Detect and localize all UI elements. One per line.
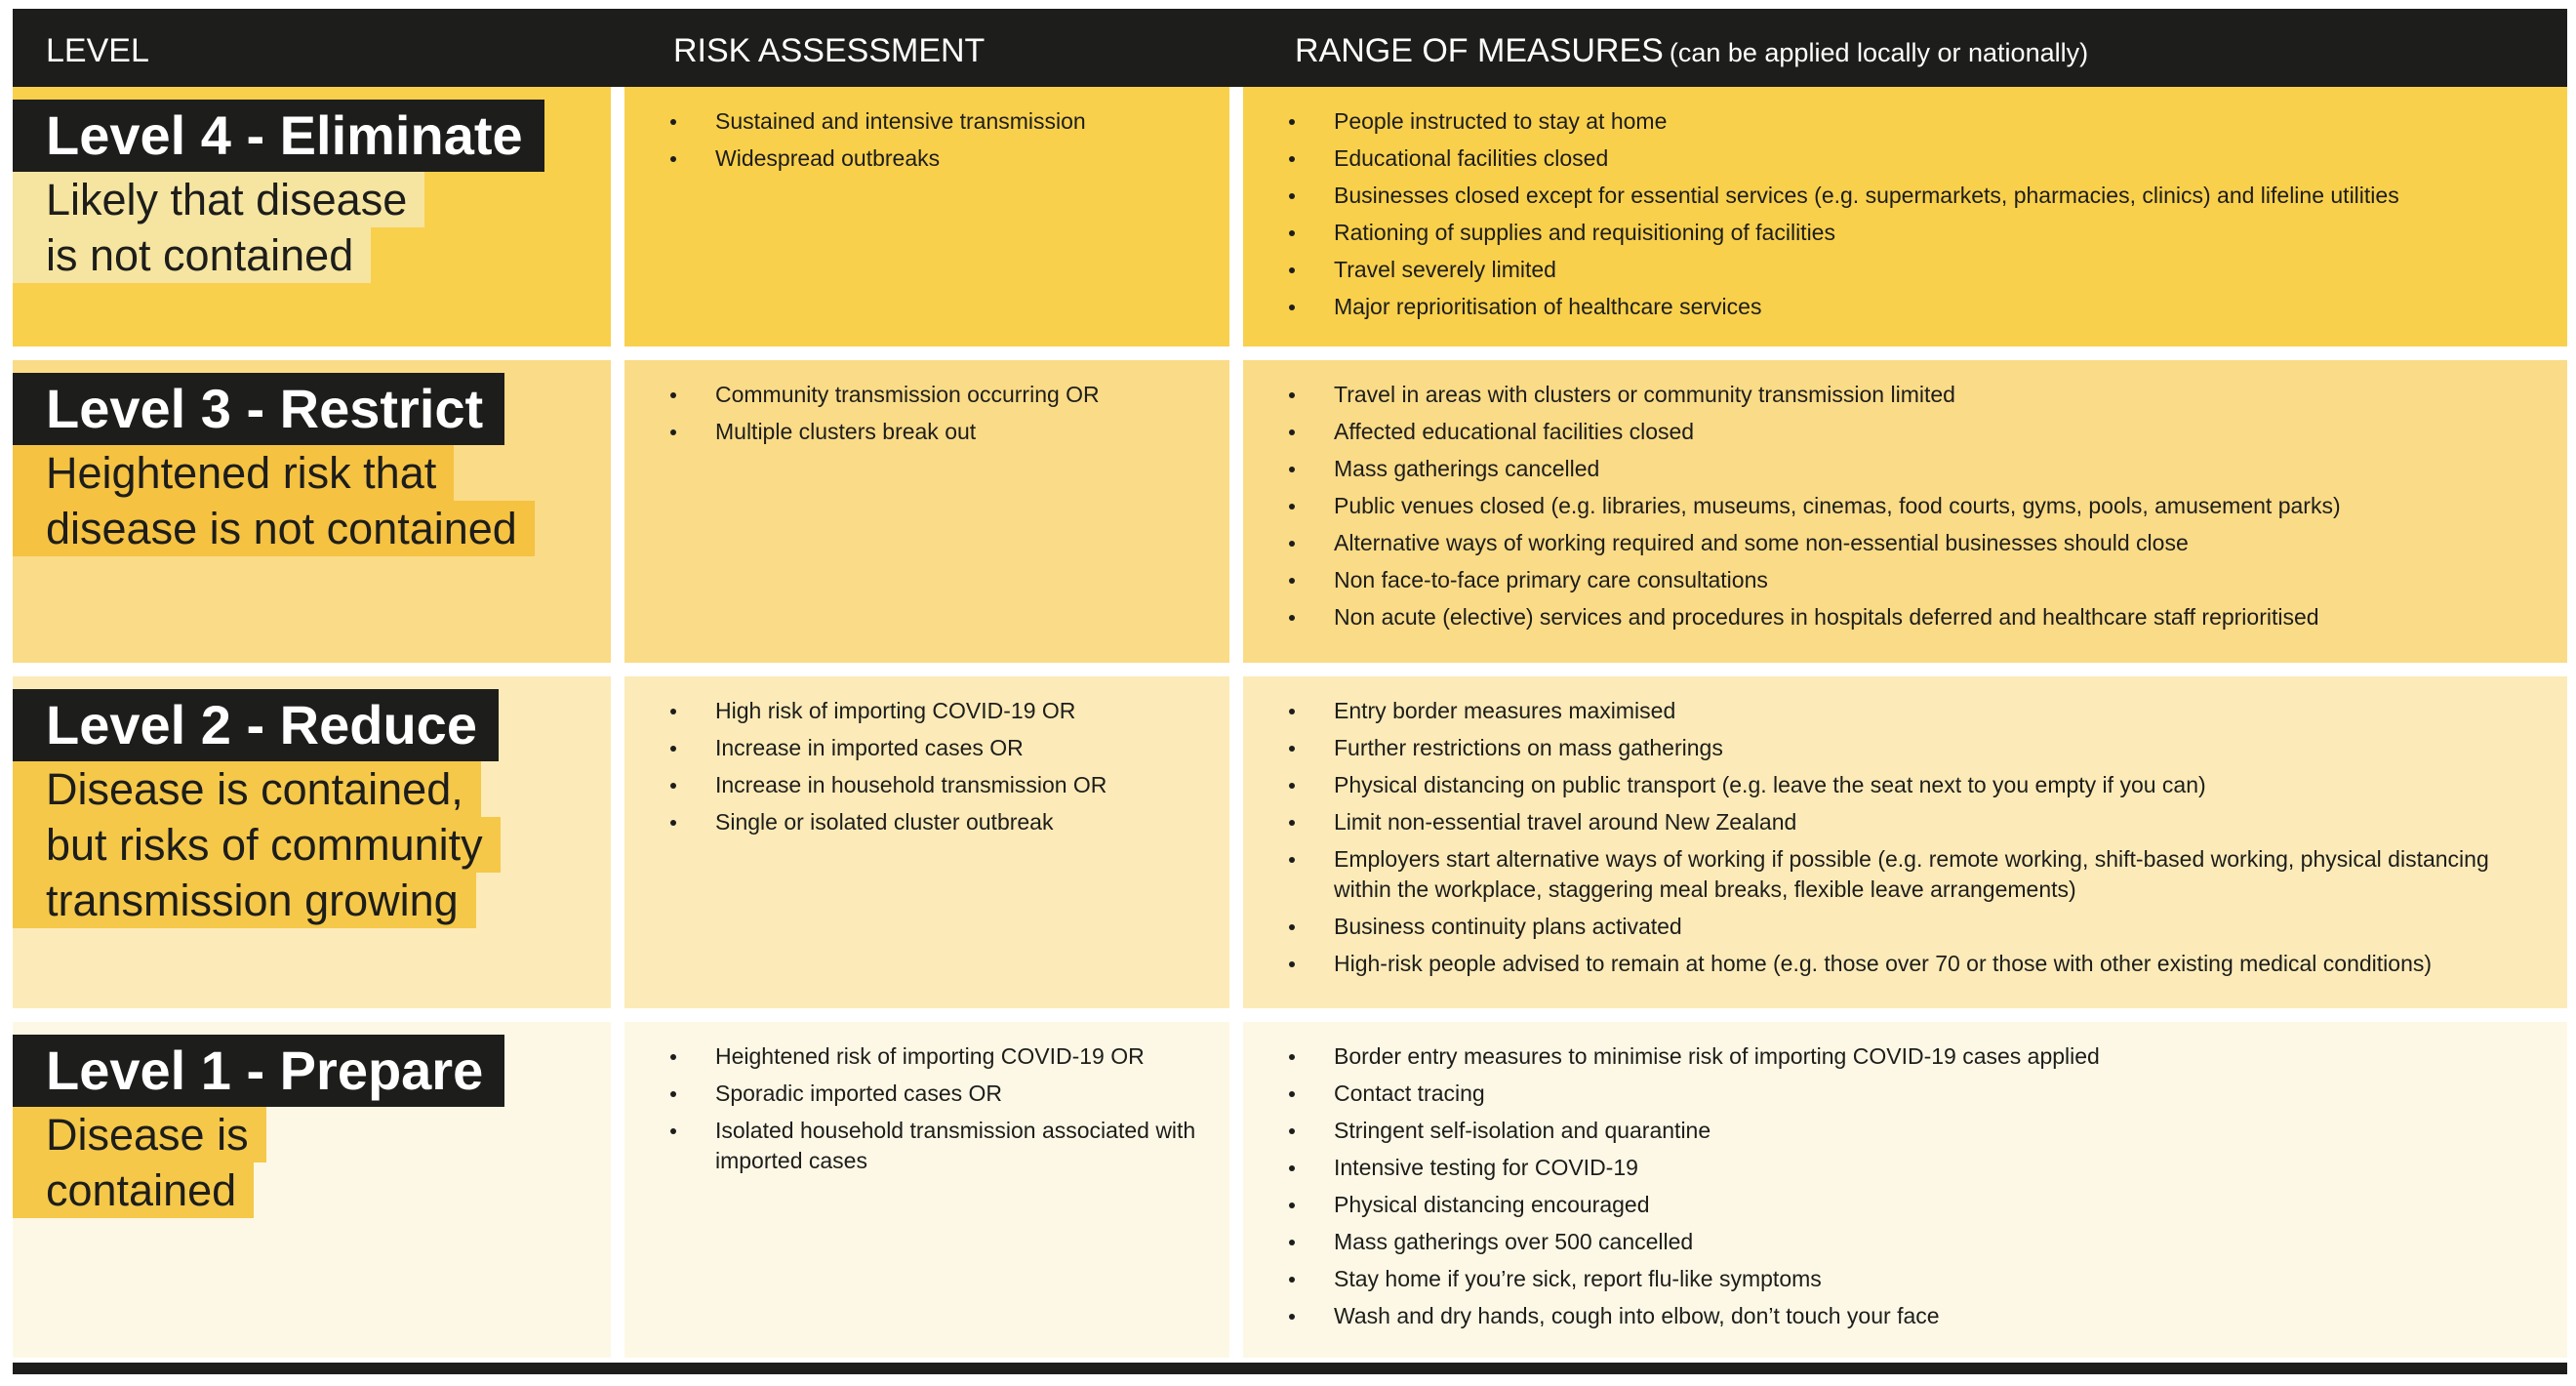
list-item: Travel in areas with clusters or community transmission limited [1289,380,2538,410]
level-3-cell [13,360,611,663]
list-item: Heightened risk of importing COVID-19 OR [670,1041,1210,1072]
list-item: Single or isolated cluster outbreak [670,807,1210,837]
list-item: Increase in household transmission OR [670,770,1210,800]
level-4-risk-list [670,106,1210,181]
list-item: Mass gatherings cancelled [1289,454,2538,484]
level-3-desc-line: Heightened risk that [13,445,454,501]
list-item: Border entry measures to minimise risk of importing COVID-19 cases applied [1289,1041,2538,1072]
header-measures-label: RANGE OF MEASURES [1295,32,1664,69]
level-2-cell [13,676,611,1008]
list-item: Educational facilities closed [1289,143,2538,174]
level-2-desc-line: Disease is contained, [13,761,481,817]
level-2-measures-cell [1243,676,2567,1008]
list-item: Businesses closed except for essential services (e.g. supermarkets, pharmacies, clinics) and lifeline utilities [1289,181,2538,211]
list-item: Multiple clusters break out [670,417,1210,447]
list-item: Business continuity plans activated [1289,912,2538,942]
level-3-risk-cell [624,360,1229,663]
list-item: Alternative ways of working required and some non-essential businesses should close [1289,528,2538,558]
level-2-description [13,761,501,928]
list-item: Non face-to-face primary care consultations [1289,565,2538,595]
list-item: Widespread outbreaks [670,143,1210,174]
bottom-divider [13,1363,2567,1374]
level-1-risk-cell [624,1022,1229,1358]
level-2-measures-list [1289,696,2538,986]
list-item: Isolated household transmission associated with imported cases [670,1116,1210,1176]
level-1-title: Level 1 - Prepare [13,1035,504,1107]
list-item: Affected educational facilities closed [1289,417,2538,447]
list-item: Further restrictions on mass gatherings [1289,733,2538,763]
level-1-description [13,1107,266,1218]
header-risk-assessment: RISK ASSESSMENT [673,32,986,69]
list-item: Non acute (elective) services and procedures in hospitals deferred and healthcare staff reprioritised [1289,602,2538,632]
level-4-desc-line: is not contained [13,227,371,283]
list-item: Wash and dry hands, cough into elbow, don’t touch your face [1289,1301,2538,1331]
list-item: Increase in imported cases OR [670,733,1210,763]
level-4-description [13,172,424,283]
level-2-title: Level 2 - Reduce [13,689,499,761]
list-item: Employers start alternative ways of working if possible (e.g. remote working, shift-based working, physical distancing within the workplace, staggering meal breaks, flexible leave arrangements) [1289,844,2538,905]
level-2-desc-line: transmission growing [13,873,476,928]
level-4-desc-line: Likely that disease [13,172,424,227]
level-1-desc-line: contained [13,1162,254,1218]
level-1-desc-line: Disease is [13,1107,266,1162]
level-4-measures-list [1289,106,2538,329]
list-item: Major reprioritisation of healthcare services [1289,292,2538,322]
level-4-cell [13,87,611,346]
level-1-measures-list [1289,1041,2538,1338]
level-3-measures-list [1289,380,2538,639]
level-1-cell [13,1022,611,1358]
list-item: Contact tracing [1289,1079,2538,1109]
level-2-risk-list [670,696,1210,844]
list-item: Travel severely limited [1289,255,2538,285]
level-3-title: Level 3 - Restrict [13,373,504,445]
header-range-of-measures [1295,32,2088,70]
list-item: Public venues closed (e.g. libraries, museums, cinemas, food courts, gyms, pools, amusement parks) [1289,491,2538,521]
list-item: Mass gatherings over 500 cancelled [1289,1227,2538,1257]
list-item: Stay home if you’re sick, report flu-like symptoms [1289,1264,2538,1294]
list-item: Sustained and intensive transmission [670,106,1210,137]
level-3-risk-list [670,380,1210,454]
level-1-measures-cell [1243,1022,2567,1358]
list-item: Intensive testing for COVID-19 [1289,1153,2538,1183]
list-item: Community transmission occurring OR [670,380,1210,410]
list-item: High risk of importing COVID-19 OR [670,696,1210,726]
list-item: Entry border measures maximised [1289,696,2538,726]
level-2-risk-cell [624,676,1229,1008]
header-level: LEVEL [46,32,149,69]
list-item: Physical distancing on public transport (e.g. leave the seat next to you empty if you can) [1289,770,2538,800]
header-measures-note: (can be applied locally or nationally) [1669,38,2089,67]
list-item: Rationing of supplies and requisitioning of facilities [1289,218,2538,248]
list-item: High-risk people advised to remain at home (e.g. those over 70 or those with other existing medical conditions) [1289,949,2538,979]
list-item: Stringent self-isolation and quarantine [1289,1116,2538,1146]
level-3-measures-cell [1243,360,2567,663]
list-item: Physical distancing encouraged [1289,1190,2538,1220]
level-4-title: Level 4 - Eliminate [13,100,544,172]
level-1-risk-list [670,1041,1210,1183]
list-item: Limit non-essential travel around New Zealand [1289,807,2538,837]
table-header [13,9,2567,87]
list-item: People instructed to stay at home [1289,106,2538,137]
list-item: Sporadic imported cases OR [670,1079,1210,1109]
level-3-desc-line: disease is not contained [13,501,535,556]
level-2-desc-line: but risks of community [13,817,501,873]
level-4-risk-cell [624,87,1229,346]
level-4-measures-cell [1243,87,2567,346]
level-3-description [13,445,535,556]
